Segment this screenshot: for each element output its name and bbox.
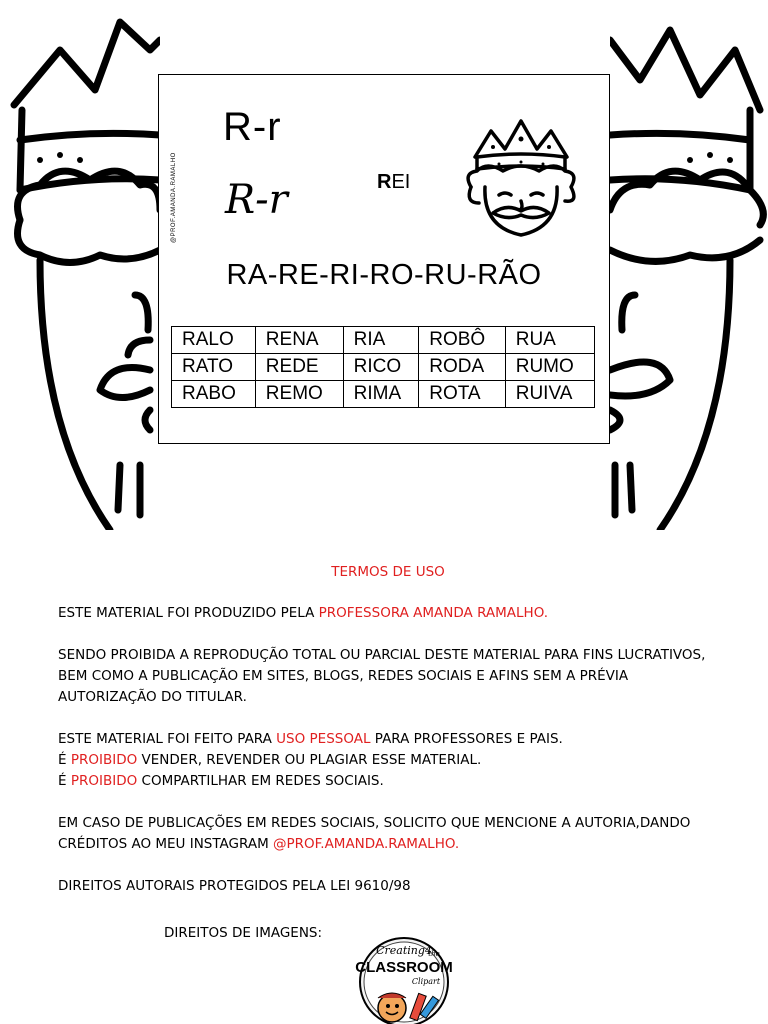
highlight-text: PROIBIDO — [70, 752, 138, 768]
word-cell: RATO — [172, 354, 256, 381]
king-face-icon — [463, 117, 579, 239]
king-illustration-left — [0, 10, 160, 530]
highlight-text: PROIBIDO — [70, 773, 138, 789]
terms-of-use — [58, 562, 718, 918]
word-cell: RUMO — [505, 354, 594, 381]
king-illustration-right — [610, 10, 768, 530]
letter-card — [158, 74, 610, 444]
terms-text: COMPARTILHAR EM REDES SOCIAIS. — [137, 773, 384, 789]
terms-text: É — [58, 773, 71, 789]
word-cell: RALO — [172, 327, 256, 354]
terms-text: VENDER, REVENDER OU PLAGIAR ESSE MATERIAL. — [137, 752, 482, 768]
word-cell: RENA — [255, 327, 343, 354]
highlight-text: USO PESSOAL — [276, 731, 371, 747]
terms-paragraph-4 — [58, 813, 718, 855]
terms-text: É — [58, 752, 71, 768]
terms-paragraph-3 — [58, 729, 718, 792]
table-row — [172, 327, 595, 354]
letter-cursive: R-r — [225, 177, 288, 223]
logo-text-2: the — [428, 950, 440, 958]
credit-vertical: @PROF.AMANDA.RAMALHO — [171, 152, 177, 243]
image-credit-label: DIREITOS DE IMAGENS: — [164, 925, 323, 941]
terms-paragraph-5: DIREITOS AUTORAIS PROTEGIDOS PELA LEI 9610/98 — [58, 878, 411, 894]
word-cell: RABO — [172, 381, 256, 408]
terms-paragraph-2: SENDO PROIBIDA A REPRODUÇÃO TOTAL OU PARCIAL DESTE MATERIAL PARA FINS LUCRATIVOS, BEM COMO A PUBLICAÇÃO EM SITES, BLOGS, REDES SOCIAIS E AFINS SEM A PRÉVIA AUTORIZAÇÃO DO TITULAR. — [58, 647, 706, 705]
example-word — [377, 171, 410, 194]
logo-text-4: Clipart — [411, 977, 441, 986]
terms-paragraph-1 — [58, 603, 718, 624]
author-name: PROFESSORA AMANDA RAMALHO. — [318, 605, 549, 621]
logo-text-1: Creating4 — [376, 944, 432, 957]
terms-text: ESTE MATERIAL FOI FEITO PARA — [58, 731, 277, 747]
clipart-logo — [352, 932, 456, 1024]
word-cell: RIA — [343, 327, 419, 354]
word-table — [171, 326, 595, 408]
logo-text-3: CLASSROOM — [355, 959, 453, 976]
word-cell: RUA — [505, 327, 594, 354]
word-cell: RIMA — [343, 381, 419, 408]
word-cell: ROTA — [419, 381, 506, 408]
word-cell: RICO — [343, 354, 419, 381]
table-row — [172, 354, 595, 381]
example-word-rest: EI — [391, 171, 411, 193]
example-word-initial: R — [377, 171, 392, 193]
word-cell: RODA — [419, 354, 506, 381]
instagram-handle: @PROF.AMANDA.RAMALHO. — [273, 836, 460, 852]
word-cell: REMO — [255, 381, 343, 408]
terms-text: PARA PROFESSORES E PAIS. — [370, 731, 563, 747]
terms-text: EM CASO DE PUBLICAÇÕES EM REDES SOCIAIS, SOLICITO QUE MENCIONE A AUTORIA,DANDO CRÉDITOS AO MEU INSTAGRAM — [58, 815, 691, 852]
word-cell: ROBÔ — [419, 327, 506, 354]
word-cell: RUIVA — [505, 381, 594, 408]
terms-title: TERMOS DE USO — [331, 564, 445, 580]
table-row — [172, 381, 595, 408]
syllables: RA-RE-RI-RO-RU-RÃO — [226, 259, 542, 291]
letter-print: R-r — [223, 105, 282, 149]
word-cell: REDE — [255, 354, 343, 381]
terms-text: ESTE MATERIAL FOI PRODUZIDO PELA — [58, 605, 319, 621]
